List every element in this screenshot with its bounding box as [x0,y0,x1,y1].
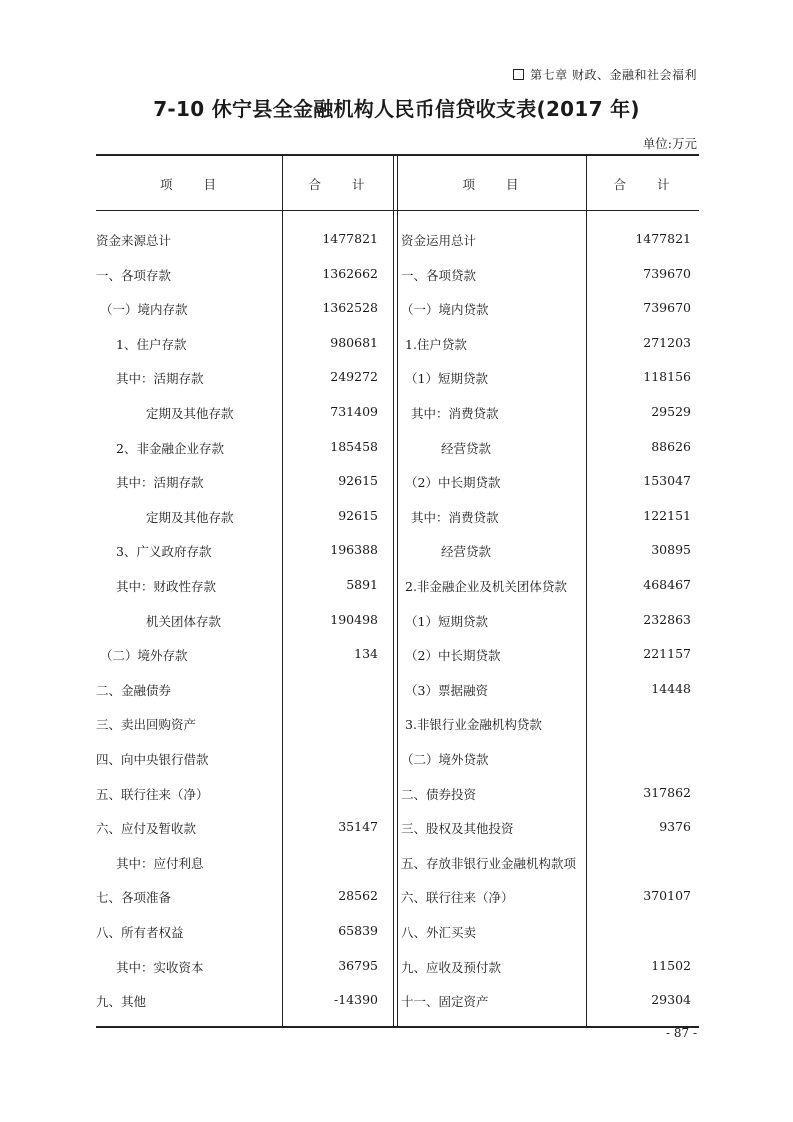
item-right: 十一、固定资产 [401,994,489,1010]
table-row [96,845,699,879]
value-left: 36795 [338,957,378,973]
value-right: 118156 [643,369,691,385]
table-row [96,983,699,1017]
value-right: 221157 [643,646,691,662]
item-right: 资金运用总计 [401,233,477,248]
item-left: 定期及其他存款 [146,509,234,525]
table-row [96,291,699,325]
item-left: 其中：活期存款 [116,371,204,387]
chapter-header [513,66,697,83]
table-row [96,464,699,498]
item-left: 其中：实收资本 [116,959,204,975]
item-right: 其中：消费贷款 [411,509,499,525]
item-right: 六、联行往来（净） [401,890,514,906]
value-left: 5891 [346,577,378,592]
value-left: 249272 [330,369,378,385]
item-left: 其中：活期存款 [116,475,204,491]
value-right: 29304 [651,992,691,1008]
item-left: 八、所有者权益 [96,925,184,940]
item-left: 其中：财政性存款 [116,579,217,594]
table-row [96,741,699,775]
value-right: 9376 [659,819,691,835]
table-row [96,257,699,291]
table-row [96,603,699,637]
value-right: 153047 [643,473,691,489]
table-row [96,672,699,706]
item-right: （3）票据融资 [405,682,488,698]
item-right: 二、债券投资 [401,786,477,802]
item-right: 九、应收及预付款 [401,959,502,975]
item-left: 五、联行往来（净） [96,786,209,802]
value-left: 1477821 [322,231,378,246]
item-right: （2）中长期贷款 [405,648,501,664]
item-right: 其中：消费贷款 [411,406,499,421]
value-left: 980681 [330,334,378,350]
item-left: 资金来源总计 [96,233,172,248]
item-right: 一、各项贷款 [401,267,477,283]
value-left: -14390 [334,992,378,1008]
table-header [96,156,699,211]
item-right: （一）境内贷款 [401,302,489,318]
item-left: 九、其他 [96,994,147,1010]
value-right: 11502 [651,957,691,973]
value-left: 185458 [330,438,378,454]
value-right: 232863 [643,611,691,627]
item-right: 经营贷款 [441,544,492,560]
value-left: 92615 [338,473,378,489]
table-row [96,706,699,740]
item-left: （二）境外存款 [100,648,188,664]
header-total-left: 合 计 [308,177,367,192]
item-right: 2.非金融企业及机关团体贷款 [405,579,567,594]
table-row [96,395,699,429]
table-row [96,533,699,567]
value-left: 190498 [330,611,378,627]
value-right: 317862 [643,784,691,800]
item-right: （二）境外贷款 [401,752,489,767]
item-right: （1）短期贷款 [405,613,488,629]
table-row [96,810,699,844]
table-row [96,568,699,602]
value-right: 370107 [643,888,691,904]
item-right: 1.住户贷款 [405,336,467,352]
item-right: 经营贷款 [441,440,492,456]
item-left: 六、应付及暂收款 [96,821,197,837]
item-left: 三、卖出回购资产 [96,717,197,733]
item-right: 五、存放非银行业金融机构款项 [401,855,577,871]
table-row [96,430,699,464]
item-right: 3.非银行业金融机构贷款 [405,717,542,733]
item-right: （1）短期贷款 [405,371,488,387]
value-right: 271203 [643,334,691,350]
table-row [96,949,699,983]
table-row [96,326,699,360]
page-number: - 87 - [665,1026,697,1040]
unit-label: 单位:万元 [642,136,697,151]
header-total-right: 合 计 [613,177,672,192]
header-item-right: 项 目 [462,177,521,192]
value-right: 29529 [651,404,691,419]
value-right: 14448 [651,680,691,696]
item-right: 三、股权及其他投资 [401,821,514,837]
value-left: 65839 [338,923,378,938]
item-right: 八、外汇买卖 [401,925,477,940]
item-left: 定期及其他存款 [146,406,234,421]
item-left: （一）境内存款 [100,302,188,318]
value-left: 1362528 [322,300,378,316]
credit-table [96,154,699,1028]
item-left: 机关团体存款 [146,613,222,629]
value-right: 30895 [651,542,691,558]
item-left: 其中：应付利息 [116,855,204,871]
value-left: 731409 [330,404,378,419]
value-right: 88626 [651,438,691,454]
item-left: 一、各项存款 [96,267,172,283]
table-row [96,499,699,533]
value-left: 92615 [338,507,378,523]
value-right: 739670 [643,265,691,281]
value-right: 468467 [643,577,691,592]
value-right: 1477821 [635,231,691,246]
value-left: 134 [354,646,378,662]
value-right: 739670 [643,300,691,316]
value-left: 28562 [338,888,378,904]
item-left: 2、非金融企业存款 [116,440,224,456]
value-left: 1362662 [322,265,378,281]
item-left: 七、各项准备 [96,890,172,906]
table-row [96,637,699,671]
item-left: 1、住户存款 [116,336,187,352]
table-row [96,222,699,256]
item-left: 四、向中央银行借款 [96,752,209,767]
item-left: 3、广义政府存款 [116,544,212,560]
table-row [96,776,699,810]
item-left: 二、金融债券 [96,682,172,698]
chapter-label: 第七章 财政、金融和社会福利 [530,68,697,82]
value-left: 196388 [330,542,378,558]
table-row [96,879,699,913]
table-row [96,914,699,948]
header-item-left: 项 目 [159,177,218,192]
table-row [96,360,699,394]
page-title: 7-10 休宁县全金融机构人民币信贷收支表(2017 年) [153,97,640,121]
value-right: 122151 [643,507,691,523]
square-icon [513,69,524,80]
value-left: 35147 [338,819,378,835]
item-right: （2）中长期贷款 [405,475,501,491]
